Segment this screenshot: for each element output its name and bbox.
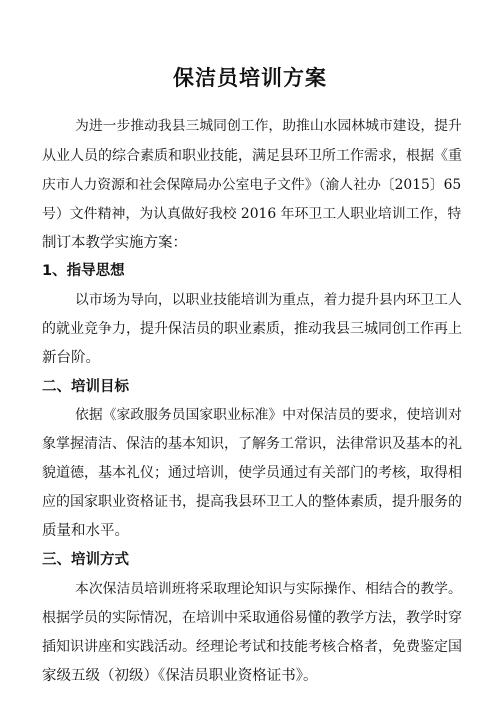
section-line: 家级五级（初级）《保洁员职业资格证书》。	[42, 668, 318, 684]
section-heading-training-methods: 三、培训方式	[42, 552, 129, 568]
intro-line: 号）文件精神，为认真做好我校 2016 年环卫工人职业培训工作，特	[42, 206, 462, 222]
intro-line: 制订本教学实施方案：	[42, 235, 187, 251]
section-line: 象掌握清洁、保洁的基本知识，了解务工常识，法律常识及基本的礼	[42, 436, 462, 452]
section-line: 以市场为导向，以职业技能培训为重点，着力提升县内环卫工人	[75, 292, 462, 308]
section-line: 依据《家政服务员国家职业标准》中对保洁员的要求，使培训对	[75, 407, 462, 423]
section-heading-guiding-ideology: 1、指导思想	[42, 263, 125, 279]
document-title: 保洁员培训方案	[173, 66, 327, 90]
section-line: 质量和水平。	[42, 523, 129, 539]
section-line: 根据学员的实际情况，在培训中采取通俗易懂的教学方法，教学时穿	[42, 610, 462, 626]
section-line: 貌道德，基本礼仪；通过培训，使学员通过有关部门的考核，取得相	[42, 465, 462, 481]
intro-line: 庆市人力资源和社会保障局办公室电子文件》（渝人社办〔2015〕65	[42, 177, 462, 193]
section-line: 的就业竞争力，提升保洁员的职业素质，推动我县三城同创工作再上	[42, 321, 462, 337]
section-line: 本次保洁员培训班将采取理论知识与实际操作、相结合的教学。	[75, 581, 462, 597]
section-line: 新台阶。	[42, 350, 100, 366]
section-heading-training-goals: 二、培训目标	[42, 379, 129, 395]
intro-line: 为进一步推动我县三城同创工作，助推山水园林城市建设，提升	[75, 118, 462, 134]
section-line: 插知识讲座和实践活动。经理论考试和技能考核合格者，免费鉴定国	[42, 639, 462, 655]
intro-line: 从业人员的综合素质和职业技能，满足县环卫所工作需求，根据《重	[42, 148, 462, 164]
section-line: 应的国家职业资格证书，提高我县环卫工人的整体素质，提升服务的	[42, 494, 462, 510]
